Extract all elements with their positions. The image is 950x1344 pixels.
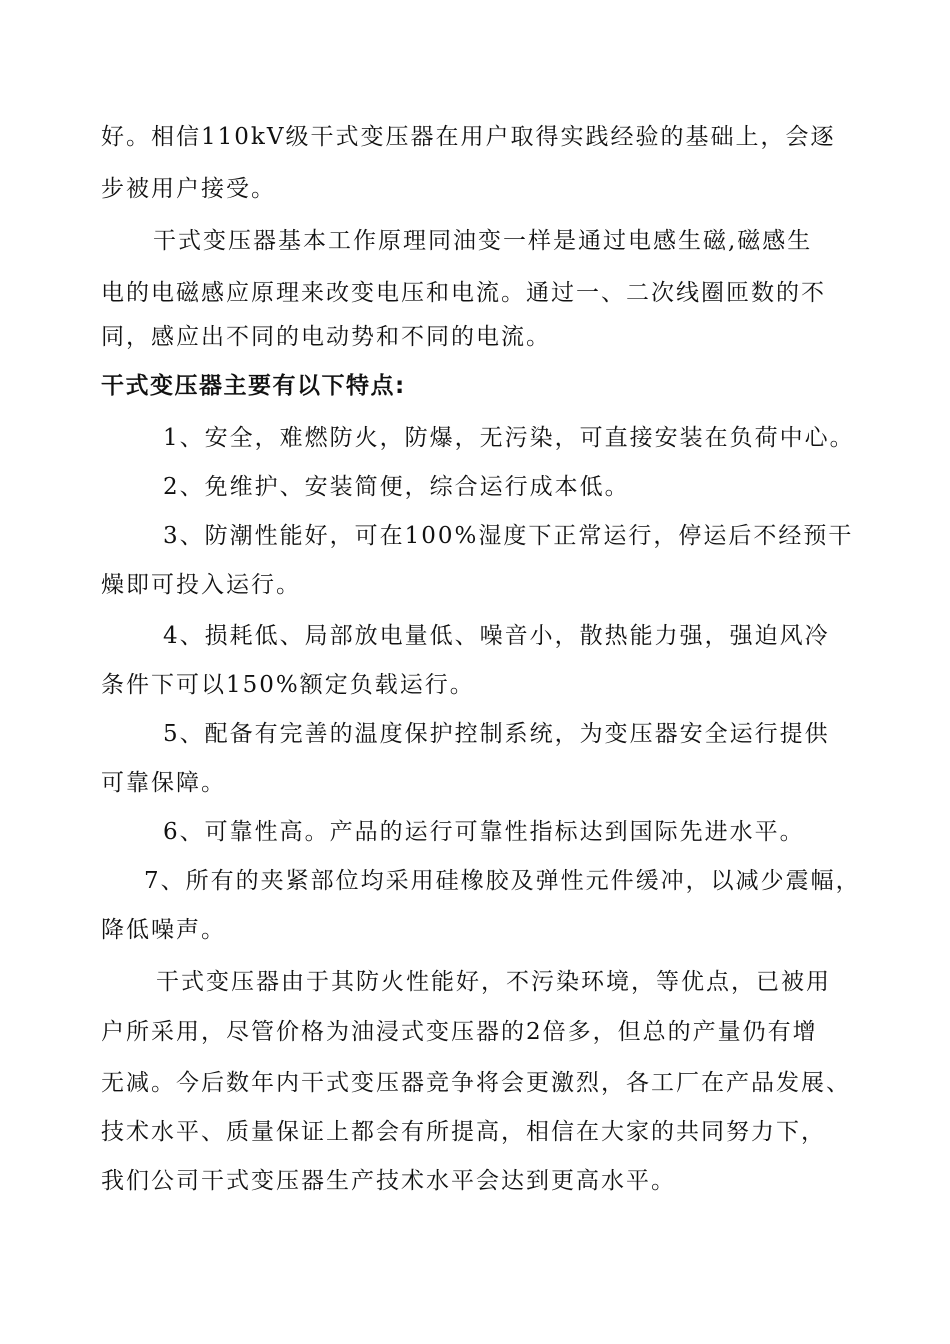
conclusion-line-1: 干式变压器由于其防火性能好，不污染环境，等优点，已被用 [156,969,831,995]
principle-line-3: 同，感应出不同的电动势和不同的电流。 [101,324,551,350]
principle-line-2: 电的电磁感应原理来改变电压和电流。通过一、二次线圈匝数的不 [101,280,826,306]
feature-1-line-1: 1、安全，难燃防火，防爆，无污染，可直接安装在负荷中心。 [163,425,855,451]
feature-6-line-1: 6、可靠性高。产品的运行可靠性指标达到国际先进水平。 [163,819,805,845]
feature-5-line-2: 可靠保障。 [101,770,226,796]
principle-line-1: 干式变压器基本工作原理同油变一样是通过电感生磁,磁感生 [153,228,813,254]
feature-3-line-2: 燥即可投入运行。 [101,572,301,598]
conclusion-line-5: 我们公司干式变压器生产技术水平会达到更高水平。 [101,1168,676,1194]
conclusion-line-2: 户所采用，尽管价格为油浸式变压器的2倍多，但总的产量仍有增 [101,1019,818,1045]
intro-line-2: 步被用户接受。 [101,176,276,202]
feature-7-line-2: 降低噪声。 [101,917,226,943]
features-heading: 干式变压器主要有以下特点: [101,373,406,399]
intro-line-1: 好。相信110kV级干式变压器在用户取得实践经验的基础上，会逐 [101,124,836,150]
conclusion-line-3: 无减。今后数年内干式变压器竞争将会更激烈，各工厂在产品发展、 [101,1070,851,1096]
feature-3-line-1: 3、防潮性能好，可在100%湿度下正常运行，停运后不经预干 [163,523,854,549]
feature-4-line-1: 4、损耗低、局部放电量低、噪音小，散热能力强，强迫风冷 [163,623,830,649]
conclusion-line-4: 技术水平、质量保证上都会有所提高，相信在大家的共同努力下， [101,1119,826,1145]
feature-7-line-1: 7、所有的夹紧部位均采用硅橡胶及弹性元件缓冲，以减少震幅， [144,868,861,894]
feature-2-line-1: 2、免维护、安装简便，综合运行成本低。 [163,474,630,500]
feature-5-line-1: 5、配备有完善的温度保护控制系统，为变压器安全运行提供 [163,721,830,747]
feature-4-line-2: 条件下可以150%额定负载运行。 [101,672,475,698]
